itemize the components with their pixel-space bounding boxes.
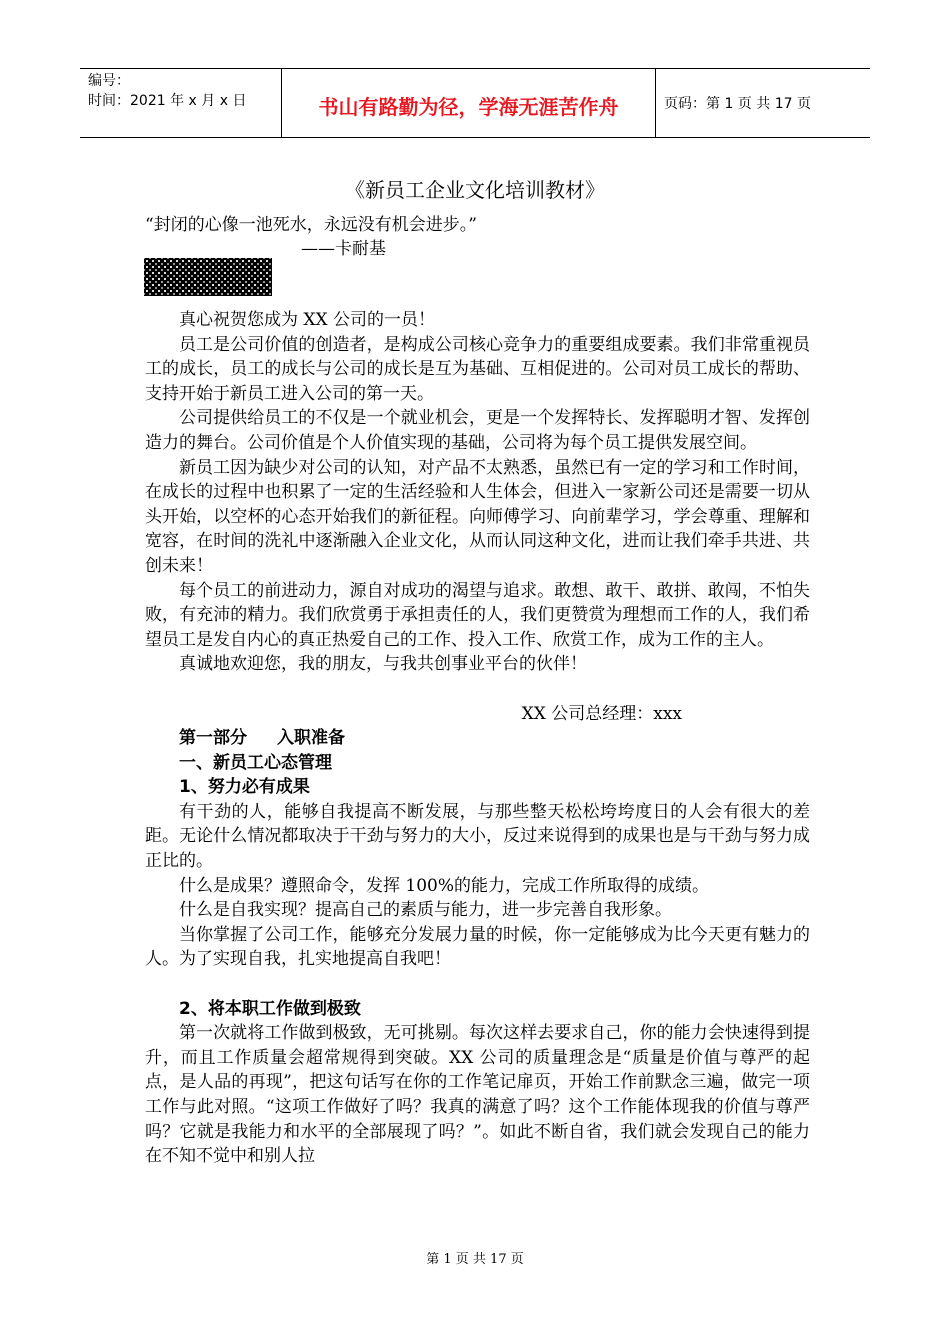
document-title: 《新员工企业文化培训教材》 bbox=[345, 178, 605, 202]
blank-line bbox=[145, 972, 810, 997]
paragraph: 有干劲的人，能够自我提高不断发展，与那些整天松松垮垮度日的人会有很大的差距。无论什么情况都取决于干劲与努力的大小，反过来说得到的成果也是与干劲与努力成正比的。 bbox=[145, 801, 810, 872]
blank-line bbox=[145, 677, 810, 702]
quote-author: ——卡耐基 bbox=[301, 239, 386, 259]
decorative-pattern-image bbox=[144, 258, 272, 296]
signature-line: XX 公司总经理：xxx bbox=[521, 703, 682, 724]
section-heading: 一、新员工心态管理 bbox=[179, 752, 332, 773]
header-page-cell bbox=[656, 69, 870, 137]
header-table bbox=[80, 68, 870, 138]
part-label: 第一部分 bbox=[179, 728, 247, 749]
paragraph: 新员工因为缺少对公司的认知，对产品不太熟悉，虽然已有一定的学习和工作时间，在成长的过程中也积累了一定的生活经验和人生体会，但进入一家新公司还是需要一切从头开始，以空杯的心态开始我们的新征程。向师傅学习、向前辈学习，学会尊重、理解和宽容，在时间的洗礼中逐渐融入企业文化，从而认同这种文化，进而让我们牵手共进、共创未来！ bbox=[145, 457, 810, 576]
header-motto-cell bbox=[282, 69, 656, 137]
paragraph: 第一次就将工作做到极致，无可挑剔。每次这样去要求自己，你的能力会快速得到提升，而且工作质量会超常规得到突破。XX 公司的质量理念是“质量是价值与尊严的起点，是人品的再现”，把这句话写在你的工作笔记扉页，开始工作前默念三遍，做完一项工作与此对照。“这项工作做好了吗？我真的满意了吗？这个工作能体现我的价值与尊严吗？它就是我能力和水平的全部展现了吗？”。如此不断自省，我们就会发现自己的能力在不知不觉中和别人拉 bbox=[145, 1023, 810, 1167]
document-number-label: 编号： bbox=[88, 73, 130, 89]
paragraph: 公司提供给员工的不仅是一个就业机会，更是一个发挥特长、发挥聪明才智、发挥创造力的舞台。公司价值是个人价值实现的基础，公司将为每个员工提供发展空间。 bbox=[145, 408, 810, 453]
part-title: 入职准备 bbox=[277, 728, 345, 749]
motto-text: 书山有路勤为径，学海无涯苦作舟 bbox=[318, 95, 619, 119]
page-footer: 第 1 页 共 17 页 bbox=[426, 1252, 524, 1267]
document-date-label: 时间：2021 年 x 月 x 日 bbox=[88, 93, 247, 109]
paragraph: 什么是成果？遵照命令，发挥 100%的能力，完成工作所取得的成绩。 bbox=[179, 875, 710, 896]
subsection-heading: 1、努力必有成果 bbox=[179, 777, 310, 798]
document-body bbox=[145, 308, 810, 1169]
paragraph-welcome: 真诚地欢迎您，我的朋友，与我共创事业平台的伙伴！ bbox=[179, 654, 587, 675]
header-info-cell bbox=[80, 69, 282, 137]
paragraph: 什么是自我实现？提高自己的素质与能力，进一步完善自我形象。 bbox=[179, 900, 672, 921]
page-info-label: 页码：第 1 页 共 17 页 bbox=[664, 96, 811, 112]
paragraph: 员工是公司价值的创造者，是构成公司核心竞争力的重要组成要素。我们非常重视员工的成长，员工的成长与公司的成长是互为基础、互相促进的。公司对员工成长的帮助、支持开始于新员工进入公司的第一天。 bbox=[145, 334, 810, 404]
paragraph: 每个员工的前进动力，源自对成功的渴望与追求。敢想、敢干、敢拼、敢闯，不怕失败，有充沛的精力。我们欣赏勇于承担责任的人，我们更赞赏为理想而工作的人，我们希望员工是发自内心的真正热爱自己的工作、投入工作、欣赏工作，成为工作的主人。 bbox=[145, 580, 810, 650]
subsection-heading: 2、将本职工作做到极致 bbox=[179, 998, 361, 1019]
part-heading bbox=[145, 726, 810, 751]
paragraph: 当你掌握了公司工作，能够充分发展力量的时候，你一定能够成为比今天更有魅力的人。为了实现自我，扎实地提高自我吧！ bbox=[145, 924, 810, 970]
paragraph-greeting: 真心祝贺您成为 XX 公司的一员！ bbox=[179, 310, 436, 330]
quote-text: “封闭的心像一池死水，永远没有机会进步。” bbox=[145, 215, 477, 235]
